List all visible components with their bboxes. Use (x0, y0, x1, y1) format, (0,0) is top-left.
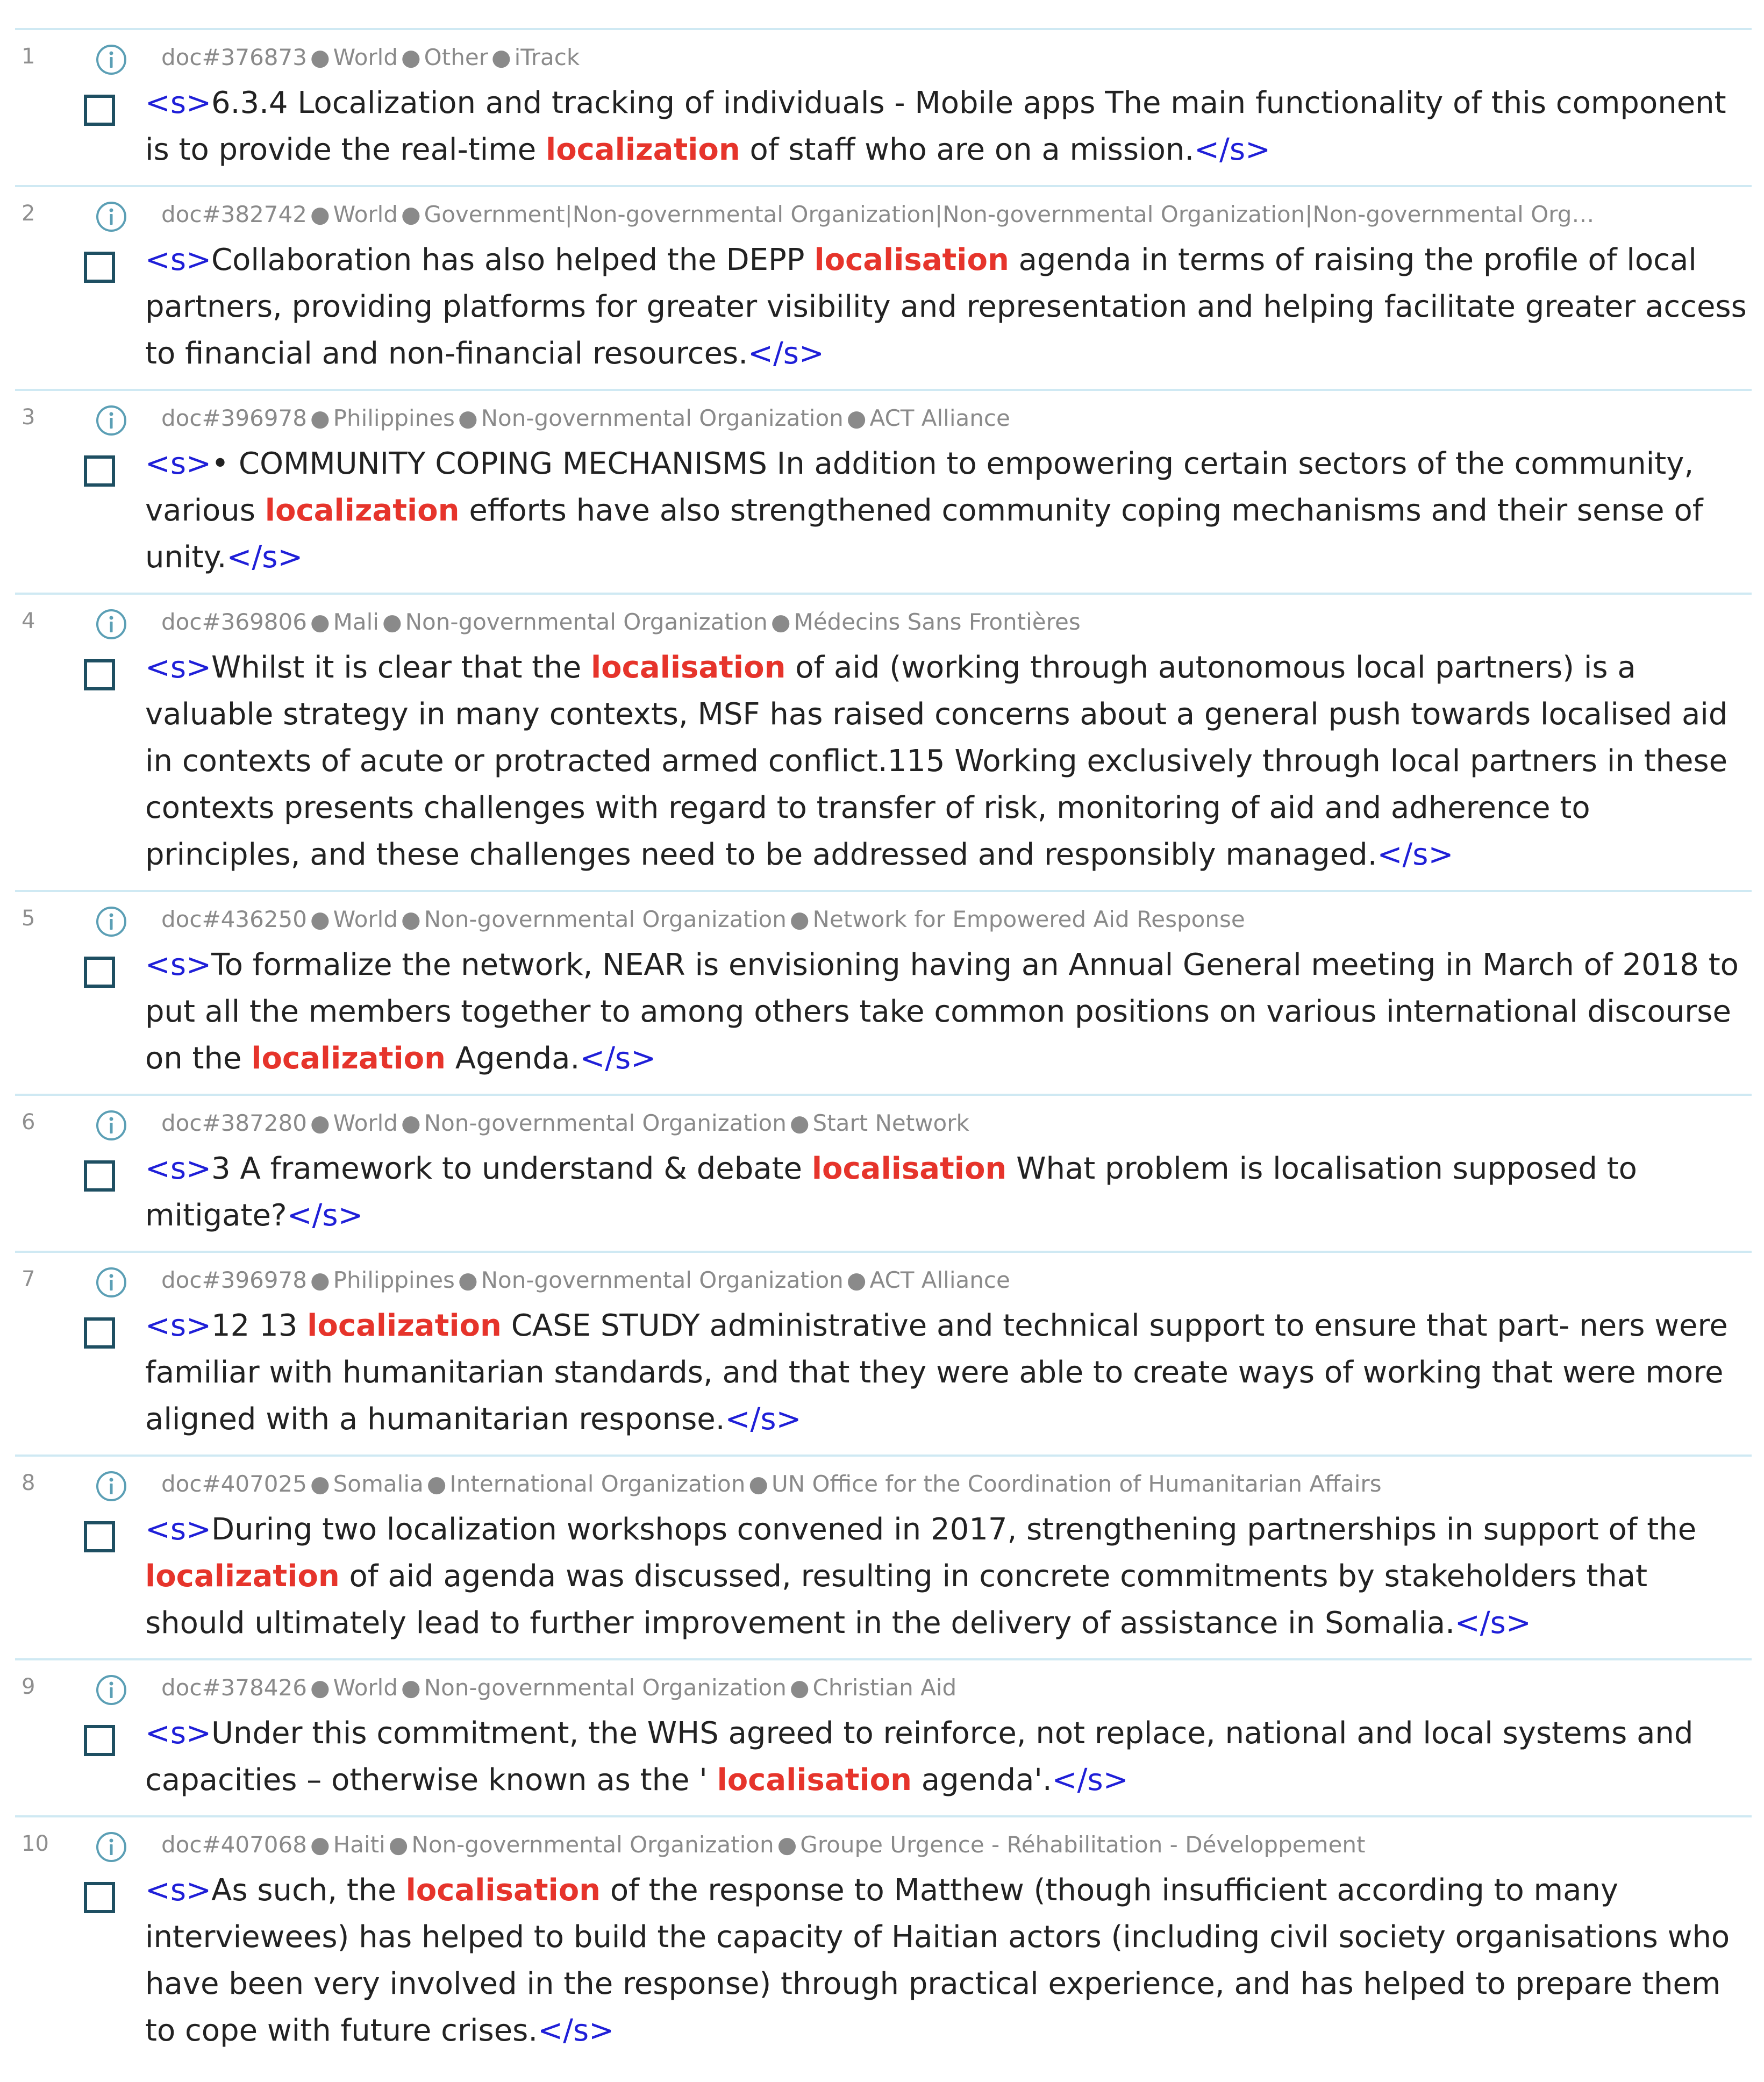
result-meta-line (15, 1259, 1752, 1302)
sentence-before: During two localization workshops convened in 2017, strengthening partnerships in support of the (211, 1512, 1697, 1547)
sentence-before: 6.3.4 Localization and tracking of individuals - Mobile apps The main functionality of this component is to provide the real-time (145, 85, 1726, 167)
result-item (15, 1454, 1752, 1658)
meta-value: Non-governmental Organization (411, 1831, 774, 1858)
result-item (15, 1815, 1752, 2066)
keyword-highlight: localization (251, 1041, 446, 1076)
keyword-highlight: localisation (814, 243, 1009, 277)
close-tag: </s> (287, 1198, 363, 1233)
meta-separator: ● (310, 405, 330, 431)
result-item (15, 28, 1752, 185)
keyword-highlight: localisation (811, 1151, 1007, 1186)
result-meta (161, 906, 1747, 932)
sentence-after: of aid (working through autonomous local partners) is a valuable strategy in many contexts, MSF has raised concerns about a general push towards localised aid in contexts of acute or protracted armed conflict.115 Working exclusively through local partners in these contexts presents challenges with regard to transfer of risk, monitoring of aid and adherence to principles, and these challenges need to be addressed and responsibly managed. (145, 650, 1728, 872)
result-body (15, 1302, 1752, 1443)
meta-separator: ● (426, 1471, 447, 1497)
result-sentence (145, 1506, 1752, 1646)
meta-value: World (333, 1674, 398, 1701)
keyword-highlight: localisation (405, 1873, 601, 1908)
result-item (15, 890, 1752, 1094)
meta-separator: ● (491, 44, 511, 70)
meta-separator: ● (846, 405, 867, 431)
checkbox-icon[interactable] (84, 957, 115, 988)
close-tag: </s> (1377, 837, 1454, 872)
meta-value: iTrack (514, 44, 580, 70)
meta-value: Other (424, 44, 488, 70)
result-meta-line (15, 37, 1752, 80)
info-icon[interactable] (95, 608, 128, 641)
doc-id: doc#396978 (161, 1267, 307, 1293)
open-tag: <s> (145, 650, 212, 685)
open-tag: <s> (145, 1512, 212, 1547)
sentence-before: Whilst it is clear that the (211, 650, 591, 685)
meta-value: Philippines (333, 405, 455, 431)
sentence-before: 12 13 (211, 1308, 308, 1343)
doc-id: doc#407025 (161, 1471, 307, 1497)
checkbox-icon[interactable] (84, 1317, 115, 1349)
result-index: 8 (22, 1471, 35, 1495)
keyword-highlight: localization (145, 1559, 340, 1594)
meta-value: World (333, 1110, 398, 1136)
sentence-after: of the response to Matthew (though insufficient according to many interviewees) has helped to build the capacity of Haitian actors (including civil society organisations who have been very involved in the response) through practical experience, and has helped to prepare them to cope with future crises. (145, 1873, 1730, 2048)
meta-separator: ● (310, 201, 330, 227)
checkbox-icon[interactable] (84, 659, 115, 690)
meta-value: Non-governmental Organization (424, 1110, 787, 1136)
result-index: 2 (22, 201, 35, 226)
meta-value: International Organization (449, 1471, 746, 1497)
result-item (15, 1094, 1752, 1251)
meta-separator: ● (401, 44, 421, 70)
result-meta-line (15, 601, 1752, 644)
open-tag: <s> (145, 1151, 212, 1186)
result-item (15, 593, 1752, 890)
sentence-after: efforts have also strengthened community coping mechanisms and their sense of unity. (145, 493, 1703, 575)
meta-separator: ● (310, 1471, 330, 1497)
meta-separator: ● (401, 906, 421, 932)
meta-separator: ● (846, 1267, 867, 1293)
close-tag: </s> (1194, 132, 1271, 167)
result-item (15, 389, 1752, 593)
close-tag: </s> (1454, 1606, 1531, 1641)
sentence-after: of staff who are on a mission. (740, 132, 1195, 167)
meta-separator: ● (770, 609, 791, 635)
result-body (15, 237, 1752, 377)
meta-separator: ● (458, 405, 478, 431)
result-meta (161, 609, 1747, 635)
doc-id: doc#376873 (161, 44, 307, 70)
sentence-before: Under this commitment, the WHS agreed to reinforce, not replace, national and local systems and capacities – otherwise known as the ' (145, 1716, 1694, 1798)
open-tag: <s> (145, 243, 212, 277)
result-sentence (145, 1710, 1752, 1803)
meta-separator: ● (382, 609, 402, 635)
meta-separator: ● (789, 906, 810, 932)
meta-separator: ● (388, 1831, 409, 1858)
result-meta-line (15, 1102, 1752, 1145)
checkbox-icon[interactable] (84, 1725, 115, 1756)
info-icon[interactable] (95, 1266, 128, 1299)
result-meta (161, 1674, 1747, 1701)
info-icon[interactable] (95, 200, 128, 233)
info-icon[interactable] (95, 905, 128, 938)
result-index: 3 (22, 405, 35, 430)
doc-id: doc#436250 (161, 906, 307, 932)
result-sentence (145, 1302, 1752, 1443)
result-meta (161, 1831, 1747, 1858)
sentence-after: of aid agenda was discussed, resulting in concrete commitments by stakeholders that should ultimately lead to further improvement in the delivery of assistance in Somalia. (145, 1559, 1648, 1641)
result-meta (161, 1267, 1747, 1293)
meta-value: Philippines (333, 1267, 455, 1293)
result-body (15, 80, 1752, 173)
sentence-before: Collaboration has also helped the DEPP (211, 243, 815, 277)
meta-separator: ● (310, 1831, 330, 1858)
info-icon[interactable] (95, 404, 128, 437)
sentence-after: agenda'. (911, 1763, 1052, 1798)
meta-separator: ● (310, 1267, 330, 1293)
keyword-highlight: localization (546, 132, 740, 167)
meta-value: Christian Aid (812, 1674, 957, 1701)
doc-id: doc#387280 (161, 1110, 307, 1136)
result-meta (161, 44, 1747, 70)
result-sentence (145, 644, 1752, 878)
sentence-before: • COMMUNITY COPING MECHANISMS In addition to empowering certain sectors of the community, various (145, 446, 1694, 528)
meta-separator: ● (310, 1110, 330, 1136)
result-item (15, 1658, 1752, 1815)
sentence-after: agenda in terms of raising the profile of local partners, providing platforms for greater visibility and representation and helping facilitate greater access to financial and non-financial resources. (145, 243, 1747, 371)
info-icon[interactable] (95, 1673, 128, 1707)
meta-value: Start Network (812, 1110, 969, 1136)
keyword-highlight: localization (265, 493, 460, 528)
meta-separator: ● (310, 609, 330, 635)
result-body (15, 942, 1752, 1082)
info-icon[interactable] (95, 1109, 128, 1142)
meta-separator: ● (789, 1674, 810, 1701)
result-body (15, 440, 1752, 581)
meta-value: ACT Alliance (869, 1267, 1010, 1293)
checkbox-icon[interactable] (84, 95, 115, 126)
keyword-highlight: localisation (590, 650, 786, 685)
meta-value: Non-governmental Organization (481, 405, 844, 431)
result-index: 6 (22, 1110, 35, 1135)
result-meta-line (15, 1667, 1752, 1710)
close-tag: </s> (226, 540, 303, 575)
result-index: 1 (22, 44, 35, 69)
result-meta-line (15, 1824, 1752, 1867)
keyword-highlight: localisation (717, 1763, 912, 1798)
meta-value: Non-governmental Organization (424, 906, 787, 932)
result-meta-line (15, 1463, 1752, 1506)
result-sentence (145, 440, 1752, 581)
meta-value: Médecins Sans Frontières (794, 609, 1081, 635)
meta-value: Non-governmental Organization (405, 609, 768, 635)
result-sentence (145, 1867, 1752, 2054)
close-tag: </s> (1052, 1763, 1129, 1798)
result-body (15, 644, 1752, 878)
result-body (15, 1506, 1752, 1646)
checkbox-icon[interactable] (84, 455, 115, 487)
meta-separator: ● (310, 1674, 330, 1701)
result-body (15, 1145, 1752, 1239)
result-meta (161, 201, 1747, 227)
close-tag: </s> (580, 1041, 656, 1076)
result-meta (161, 1110, 1747, 1136)
meta-separator: ● (748, 1471, 768, 1497)
meta-separator: ● (310, 906, 330, 932)
sentence-before: As such, the (211, 1873, 406, 1908)
result-index: 9 (22, 1674, 35, 1699)
result-meta (161, 405, 1747, 431)
info-icon[interactable] (95, 1470, 128, 1503)
meta-value: Mali (333, 609, 379, 635)
meta-separator: ● (458, 1267, 478, 1293)
meta-value: UN Office for the Coordination of Humanitarian Affairs (771, 1471, 1382, 1497)
result-body (15, 1710, 1752, 1803)
meta-value: Haiti (333, 1831, 385, 1858)
sentence-after: Agenda. (446, 1041, 580, 1076)
sentence-before: 3 A framework to understand & debate (211, 1151, 812, 1186)
result-sentence (145, 942, 1752, 1082)
results-list (15, 28, 1752, 2066)
meta-separator: ● (777, 1831, 797, 1858)
sentence-after: CASE STUDY administrative and technical support to ensure that part- ners were familiar with humanitarian standards, and that they were able to create ways of working that were more aligned with a humanitarian response. (145, 1308, 1728, 1437)
result-meta-line (15, 397, 1752, 440)
doc-id: doc#396978 (161, 405, 307, 431)
doc-id: doc#382742 (161, 201, 307, 227)
result-sentence (145, 237, 1752, 377)
checkbox-icon[interactable] (84, 1160, 115, 1192)
meta-separator: ● (401, 1110, 421, 1136)
meta-value: Non-governmental Organization (481, 1267, 844, 1293)
result-index: 4 (22, 609, 35, 633)
checkbox-icon[interactable] (84, 1882, 115, 1913)
meta-value: Somalia (333, 1471, 424, 1497)
info-icon[interactable] (95, 43, 128, 76)
meta-value: World (333, 906, 398, 932)
meta-value: World (333, 44, 398, 70)
meta-separator: ● (310, 44, 330, 70)
checkbox-icon[interactable] (84, 1521, 115, 1552)
meta-value: Groupe Urgence - Réhabilitation - Développement (800, 1831, 1366, 1858)
checkbox-icon[interactable] (84, 252, 115, 283)
result-meta (161, 1471, 1747, 1497)
open-tag: <s> (145, 85, 212, 120)
doc-id: doc#369806 (161, 609, 307, 635)
meta-value: Network for Empowered Aid Response (812, 906, 1245, 932)
result-index: 7 (22, 1267, 35, 1292)
doc-id: doc#407068 (161, 1831, 307, 1858)
result-item (15, 1251, 1752, 1454)
sentence-before: To formalize the network, NEAR is envisioning having an Annual General meeting in March of 2018 to put all the members together to among others take common positions on various international discourse on the (145, 947, 1739, 1076)
result-meta-line (15, 899, 1752, 942)
meta-separator: ● (401, 1674, 421, 1701)
meta-value: Government|Non-governmental Organization|Non-governmental Organization|Non-governmental Org… (424, 201, 1595, 227)
close-tag: </s> (725, 1402, 802, 1437)
open-tag: <s> (145, 1873, 212, 1908)
result-body (15, 1867, 1752, 2054)
sentence-after: What problem is localisation supposed to mitigate? (145, 1151, 1637, 1233)
result-index: 5 (22, 906, 35, 931)
open-tag: <s> (145, 446, 212, 481)
result-item (15, 185, 1752, 389)
result-sentence (145, 80, 1752, 173)
info-icon[interactable] (95, 1830, 128, 1864)
result-sentence (145, 1145, 1752, 1239)
keyword-highlight: localization (307, 1308, 502, 1343)
doc-id: doc#378426 (161, 1674, 307, 1701)
close-tag: </s> (748, 336, 824, 371)
open-tag: <s> (145, 1716, 212, 1751)
meta-separator: ● (401, 201, 421, 227)
meta-separator: ● (789, 1110, 810, 1136)
meta-value: Non-governmental Organization (424, 1674, 787, 1701)
meta-value: ACT Alliance (869, 405, 1010, 431)
result-index: 10 (22, 1831, 49, 1856)
meta-value: World (333, 201, 398, 227)
open-tag: <s> (145, 1308, 212, 1343)
open-tag: <s> (145, 947, 212, 982)
close-tag: </s> (538, 2013, 615, 2048)
result-meta-line (15, 194, 1752, 237)
